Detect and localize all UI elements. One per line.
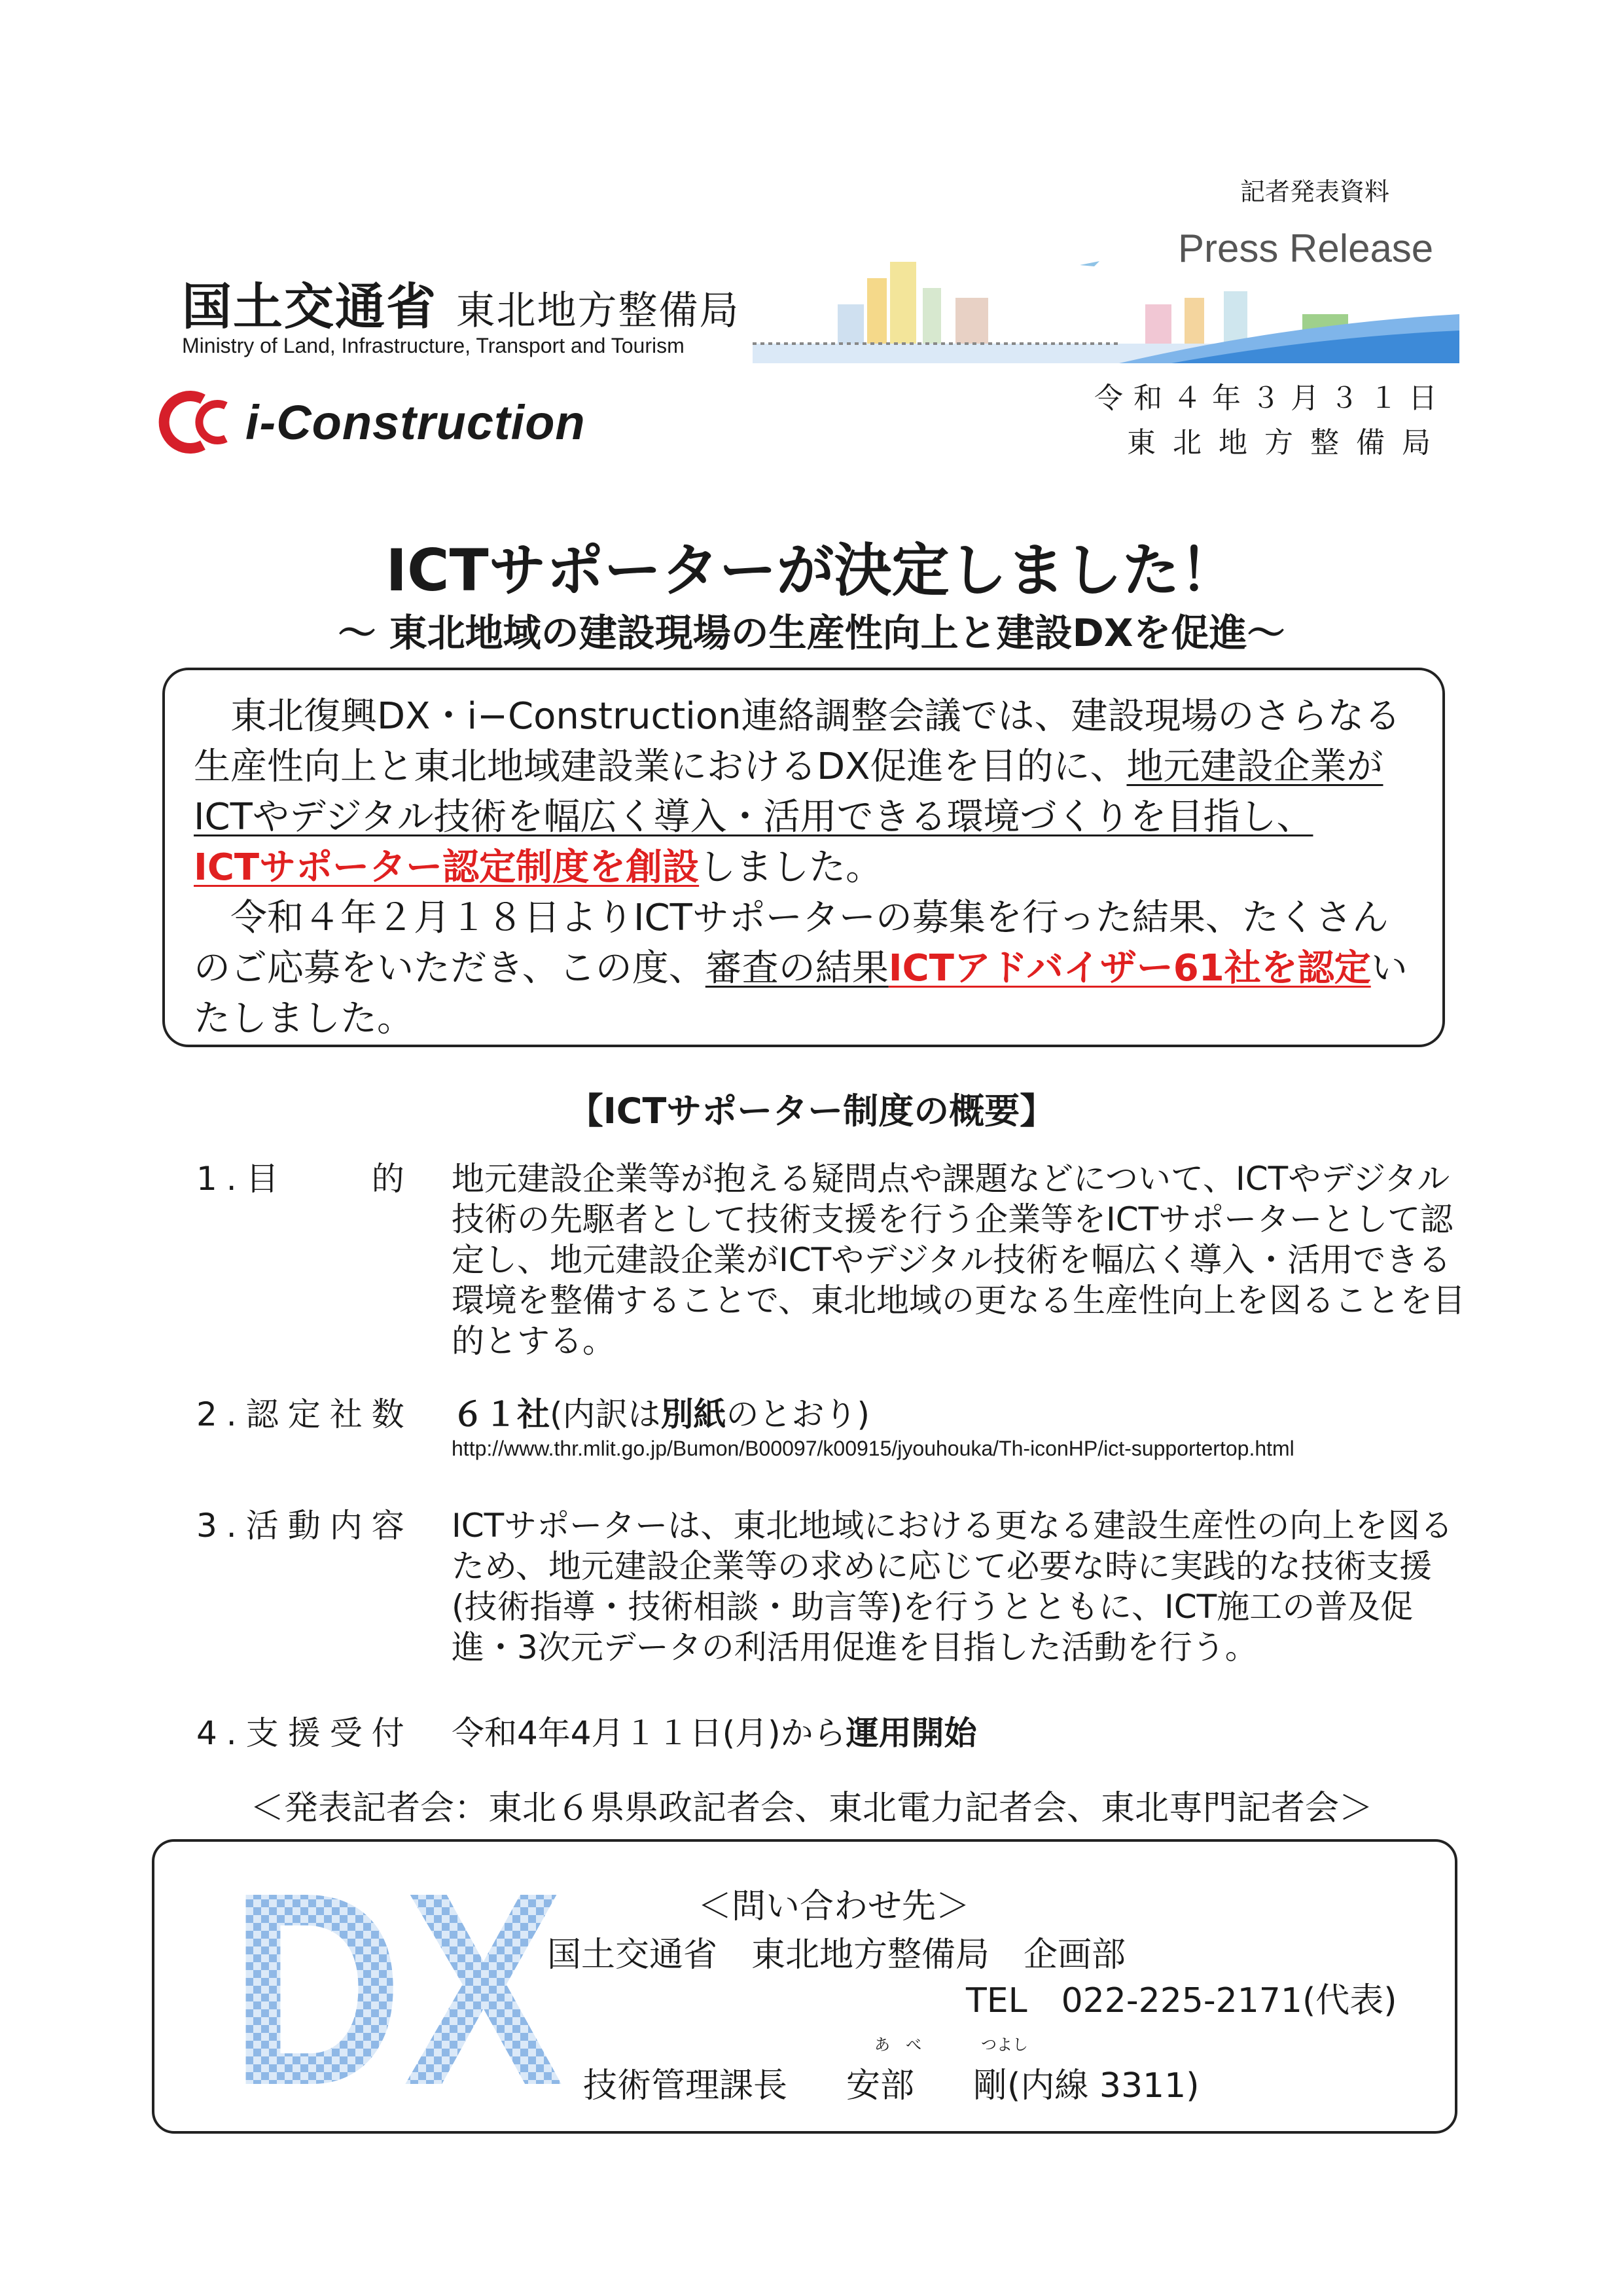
section-bold-text: 運用開始 — [846, 1714, 977, 1752]
ministry-name — [182, 267, 740, 338]
overview-title: 【ICTサポーター制度の概要】 — [567, 1090, 1056, 1132]
overview-section-purpose — [196, 1158, 1479, 1374]
contact-phone: TEL 022-225-2171(代表) — [966, 1981, 1397, 2020]
contact-position: 技術管理課長 — [583, 2066, 788, 2106]
summary-paragraph-1 — [194, 691, 1416, 893]
contact-person — [583, 2058, 1200, 2107]
issuer-name: 東北地方整備局 — [1127, 426, 1448, 459]
page-title: ICTサポーターが決定しました！ — [385, 537, 1238, 604]
summary-text: しました。 — [699, 846, 883, 889]
summary-underlined-text: 地元建設企業がICTやデジタル技術を幅広く導入・活用できる環境づくりを目指し、 — [194, 745, 1383, 838]
overview-section-activities — [196, 1505, 1479, 1682]
section-body: 地元建設企業等が抱える疑問点や課題などについて、ICTやデジタル技術の先駆者として技術支援を行う企業等をICTサポーターとして認定し、地元建設企業がICTやデジタル技術を幅広く導入・活用できる環境を整備することで、東北地域の更なる生産性向上を図ることを目的とする。 — [452, 1160, 1465, 1360]
dx-logo-text: DX — [230, 1836, 565, 2143]
surname-reading: あ べ — [874, 2036, 921, 2054]
section-body — [452, 1713, 1472, 1753]
contact-organization: 国土交通省 東北地方整備局 企画部 — [547, 1935, 1126, 1975]
ministry-name-en: Ministry of Land, Infrastructure, Transport and Tourism — [182, 334, 685, 357]
section-body — [452, 1394, 1472, 1435]
bureau-name-jp: 東北地方整備局 — [455, 288, 740, 334]
contact-heading: ＜問い合わせ先＞ — [698, 1887, 971, 1926]
supporter-count: ６１社 — [452, 1395, 550, 1433]
summary-box — [162, 668, 1445, 1047]
contact-box — [152, 1836, 1457, 2143]
summary-text: いたしました。 — [194, 947, 1408, 1040]
summary-text: 令和４年２月１８日よりICTサポーターの募集を行った結果、たくさんのご応募をいただき、この度、 — [194, 897, 1389, 990]
summary-text: 東北復興DX・i−Construction連絡調整会議では、建設現場のさらなる生産性向上と東北地域建設業におけるDX促進を目的に、 — [194, 695, 1401, 788]
section-label: 3.活動内容 — [196, 1507, 414, 1545]
section-text: のとおり) — [726, 1395, 870, 1433]
skyline-illustration — [753, 252, 1459, 363]
summary-highlight-text: ICTサポーター認定制度を創設 — [194, 846, 700, 889]
section-text: (内訳は — [550, 1395, 661, 1433]
section-label: 2.認定社数 — [196, 1395, 414, 1433]
contact-extension: (内線 3311) — [1007, 2066, 1200, 2106]
summary-underlined-text: 審査の結果 — [705, 947, 889, 990]
page-subtitle: ～ 東北地域の建設現場の生産性向上と建設DXを促進～ — [338, 611, 1285, 655]
section-label: 4.支援受付 — [196, 1714, 414, 1752]
release-date: 令和４年３月３１日 — [1094, 382, 1448, 415]
ministry-name-jp: 国土交通省 — [182, 278, 437, 336]
press-release-label: Press Release — [1178, 226, 1434, 270]
section-text: 令和4年4月１１日(月)から — [452, 1714, 846, 1752]
document-type-label: 記者発表資料 — [1240, 177, 1390, 206]
summary-highlight-text: ICTアドバイザー61社を認定 — [888, 947, 1371, 990]
overview-section-count — [196, 1394, 1479, 1440]
given-name-reading: つよし — [981, 2036, 1028, 2054]
contact-surname: 安部 — [846, 2066, 915, 2106]
section-bold-text: 別紙 — [660, 1395, 726, 1433]
supporter-list-link[interactable]: http://www.thr.mlit.go.jp/Bumon/B00097/k00915/jyouhouka/Th-iconHP/ict-supportertop.html — [452, 1437, 1294, 1460]
press-club-list: ＜発表記者会：東北６県県政記者会、東北電力記者会、東北専門記者会＞ — [249, 1789, 1373, 1828]
section-body: ICTサポーターは、東北地域における更なる建設生産性の向上を図るため、地元建設企業等の求めに応じて必要な時に実践的な技術支援(技術指導・技術相談・助言等)を行うとともに、ICT施工の普及促進・3次元データの利活用促進を目指した活動を行う。 — [452, 1507, 1454, 1666]
contact-given-name: 剛 — [973, 2066, 1008, 2106]
summary-paragraph-2 — [194, 893, 1416, 1044]
i-construction-logo-icon — [151, 393, 242, 452]
section-label: 1.目 的 — [196, 1160, 414, 1198]
dx-logo — [230, 1836, 570, 2143]
i-construction-logo-text: i-Construction — [245, 395, 586, 450]
overview-section-reception — [196, 1713, 1479, 1759]
